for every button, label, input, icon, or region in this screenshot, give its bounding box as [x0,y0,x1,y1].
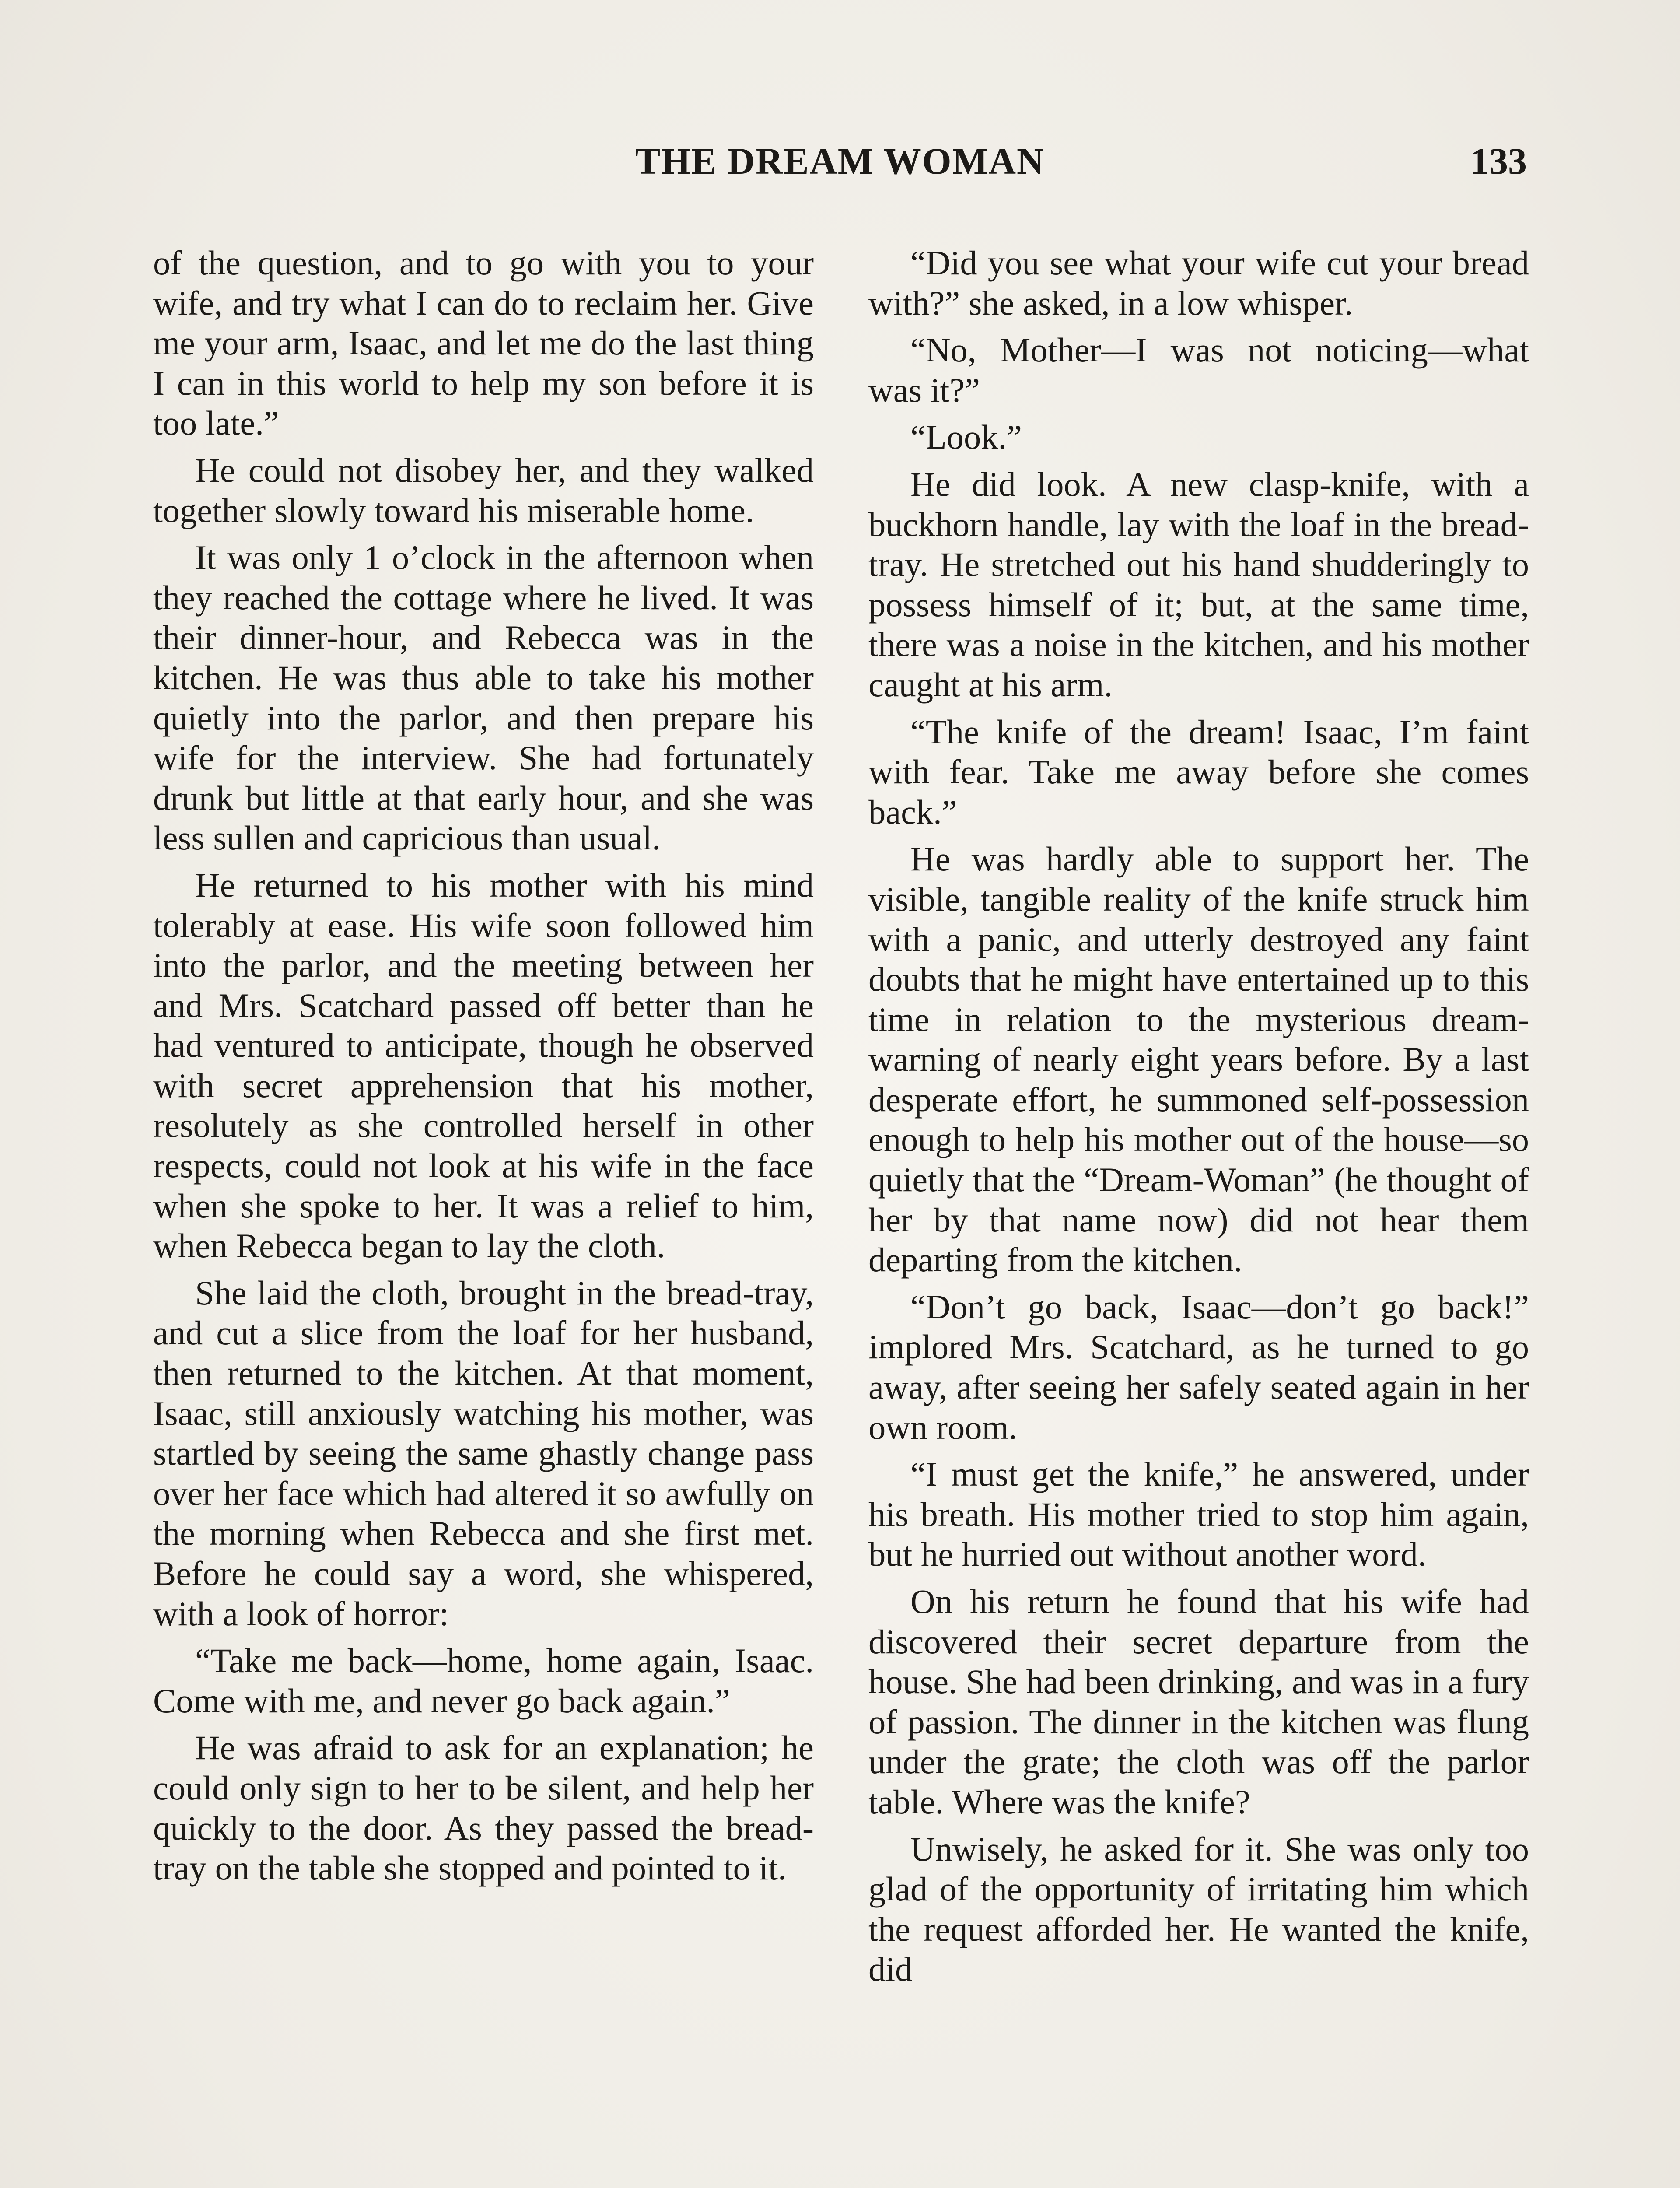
paragraph: Unwisely, he asked for it. She was only too glad of the opportunity of irritating him which the request afforded her. He wanted the knife, did [868,1830,1529,1988]
paragraph: He was hardly able to support her. The visible, tangible reality of the knife struck him with a panic, and utterly destroyed any faint doubts that he might have entertained up to this time in relation to the mysterious dream-warning of nearly eight years before. By a last desperate effort, he summoned self-possession enough to help his mother out of the house—so quietly that the “Dream-Woman” (he thought of her by that name now) did not hear them departing from the kitchen. [868,840,1529,1279]
running-title: THE DREAM WOMAN [635,140,1045,182]
paragraph: On his return he found that his wife had discovered their secret departure from the house. She had been drinking, and was in a fury of passion. The dinner in the kitchen was flung under the grate; the cloth was off the parlor table. Where was the knife? [868,1582,1529,1821]
paragraph: “No, Mother—I was not noticing—what was it?” [868,331,1529,409]
paragraph: He could not disobey her, and they walked together slowly toward his miserable home. [153,451,814,529]
paragraph: He did look. A new clasp-knife, with a buckhorn handle, lay with the loaf in the bread-tray. He stretched out his hand shudderingly to possess himself of it; but, at the same time, there was a noise in the kitchen, and his mother caught at his arm. [868,465,1529,704]
right-text-column [868,243,1529,1989]
paragraph: “Don’t go back, Isaac—don’t go back!” implored Mrs. Scatchard, as he turned to go away, after seeing her safely seated again in her own room. [868,1287,1529,1446]
paragraph: She laid the cloth, brought in the bread-tray, and cut a slice from the loaf for her husband, then returned to the kitchen. At that moment, Isaac, still anxiously watching his mother, was startled by seeing the same ghastly change pass over her face which had altered it so awfully on the morning when Rebecca and she first met. Before he could say a word, she whispered, with a look of horror: [153,1273,814,1633]
paragraph: “Did you see what your wife cut your bread with?” she asked, in a low whisper. [868,244,1529,322]
page-number: 133 [1470,140,1527,182]
paragraph: “I must get the knife,” he answered, under his breath. His mother tried to stop him again, but he hurried out without another word. [868,1455,1529,1574]
paragraph: It was only 1 o’clock in the afternoon when they reached the cottage where he lived. It was their dinner-hour, and Rebecca was in the kitchen. He was thus able to take his mother quietly into the parlor, and then prepare his wife for the interview. She had fortunately drunk but little at that early hour, and she was less sullen and capricious than usual. [153,538,814,857]
left-text-column [153,243,814,1888]
paragraph: He was afraid to ask for an explanation; he could only sign to her to be silent, and help her quickly to the door. As they passed the bread-tray on the table she stopped and pointed to it. [153,1729,814,1887]
paragraph: of the question, and to go with you to your wife, and try what I can do to reclaim her. Give me your arm, Isaac, and let me do the last thing I can in this world to help my son before it is too late.” [153,244,814,442]
paragraph: “The knife of the dream! Isaac, I’m faint with fear. Take me away before she comes back.” [868,712,1529,831]
paragraph: He returned to his mother with his mind tolerably at ease. His wife soon followed him into the parlor, and the meeting between her and Mrs. Scatchard passed off better than he had ventured to anticipate, though he observed with secret apprehension that his mother, resolutely as she controlled herself in other respects, could not look at his wife in the face when she spoke to her. It was a relief to him, when Rebecca began to lay the cloth. [153,866,814,1265]
page-header [153,139,1527,187]
paragraph: “Take me back—home, home again, Isaac. Come with me, and never go back again.” [153,1641,814,1720]
paragraph: “Look.” [910,418,1022,456]
